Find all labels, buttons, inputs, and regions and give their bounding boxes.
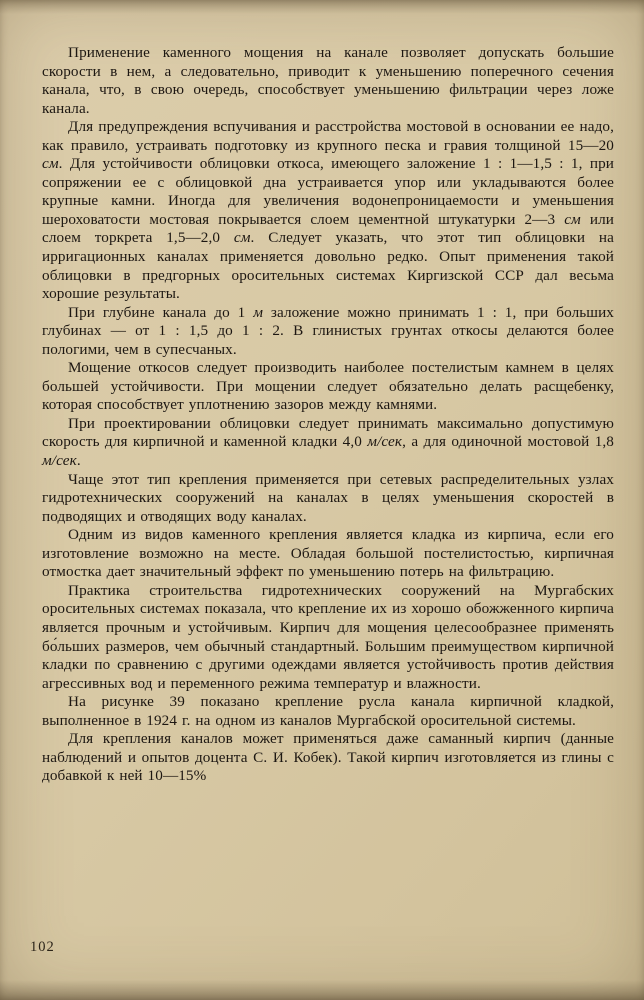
body-text: Мощение откосов следует производить наиболее постелистым камнем в целях большей устойчивости. При мощении следует обязательно делать расщебенку, которая способствует уплотнению зазоров между камнями. <box>42 359 614 414</box>
body-text: При глубине канала до 1 <box>68 303 254 321</box>
paragraph <box>42 471 614 527</box>
body-text: . Для устойчивости облицовки откоса, имеющего заложение 1 : 1—1,5 : 1, при сопряжении ее с облицовкой дна устраивается упор или укладываются более крупные камни. Иногда для увеличения водонепроницаемости и уменьшения шероховатости мостовая покрывается слоем цементной штукатурки 2—3 <box>42 155 614 228</box>
body-text: Практика строительства гидротехнических сооружений на Мургабских оросительных системах показала, что крепление их из хорошо обожженного кирпича является прочным и устойчивым. Кирпич для мощения целесообразнее применять бо́льших размеров, чем обычный стандартный. Большим преимуществом кирпичной кладки по сравнению с другими одеждами является устойчивость против действия агрессивных вод и переменного режима температур и влажности. <box>42 581 614 692</box>
unit-text: м <box>253 303 263 321</box>
body-text: Для крепления каналов может применяться даже саманный кирпич (данные наблюдений и опытов доцента С. И. Кобек). Такой кирпич изготовляется из глины с добавкой к ней 10—15% <box>42 730 614 785</box>
body-text: . Следует указать, что этот тип облицовки на ирригационных каналах применяется довольно редко. Опыт применения такой облицовки в предгорных оросительных системах Киргизской ССР дал весьма хорошие результаты. <box>42 229 614 303</box>
body-text: Применение каменного мощения на канале позволяет допускать большие скорости в нем, а следовательно, приводит к уменьшению поперечного сечения канала, что, в свою очередь, способствует уменьшению фильтрации через ложе канала. <box>42 44 614 117</box>
body-text: , а для одиночной мостовой 1,8 <box>402 433 614 451</box>
body-text: или слоем торкрета 1,5—2,0 <box>42 210 614 247</box>
paragraph <box>42 304 614 360</box>
unit-text: м/сек <box>367 433 403 451</box>
body-text: Одним из видов каменного крепления является кладка из кирпича, если его изготовление возможно на месте. Обладая большой постелистостью, кирпичная отмостка дает значительный эффект по уменьшению потерь на фильтрацию. <box>42 526 614 581</box>
paragraph <box>42 118 614 303</box>
paragraph <box>42 359 614 415</box>
body-text: заложение можно принимать 1 : 1, при больших глубинах — от 1 : 1,5 до 1 : 2. В глинистых грунтах откосы делаются более пологими, чем в супесчаных. <box>42 303 614 358</box>
paragraph <box>42 526 614 582</box>
body-text: Чаще этот тип крепления применяется при сетевых распределительных узлах гидротехнических сооружений на каналах в целях уменьшения скоростей в подводящих и отводящих воду каналах. <box>42 470 614 525</box>
paragraph <box>42 582 614 693</box>
paragraph <box>42 730 614 786</box>
body-text: Для предупреждения вспучивания и расстройства мостовой в основании ее надо, как правило, устраивать подготовку из крупного песка и гравия толщиной 15—20 <box>42 118 614 154</box>
unit-text: м/сек <box>42 452 77 470</box>
paragraph <box>42 693 614 730</box>
paragraph <box>42 44 614 118</box>
unit-text: см <box>233 229 251 247</box>
page-text <box>42 44 614 786</box>
page-number: 102 <box>30 939 55 955</box>
body-text: На рисунке 39 показано крепление русла канала кирпичной кладкой, выполненное в 1924 г. на одном из каналов Мургабской оросительной системы. <box>42 693 614 729</box>
paragraph <box>42 415 614 471</box>
unit-text: см <box>564 210 581 228</box>
unit-text: см <box>42 155 59 173</box>
body-text: При проектировании облицовки следует принимать максимально допустимую скорость для кирпичной и каменной кладки 4,0 <box>42 414 614 451</box>
body-text: . <box>76 452 81 470</box>
